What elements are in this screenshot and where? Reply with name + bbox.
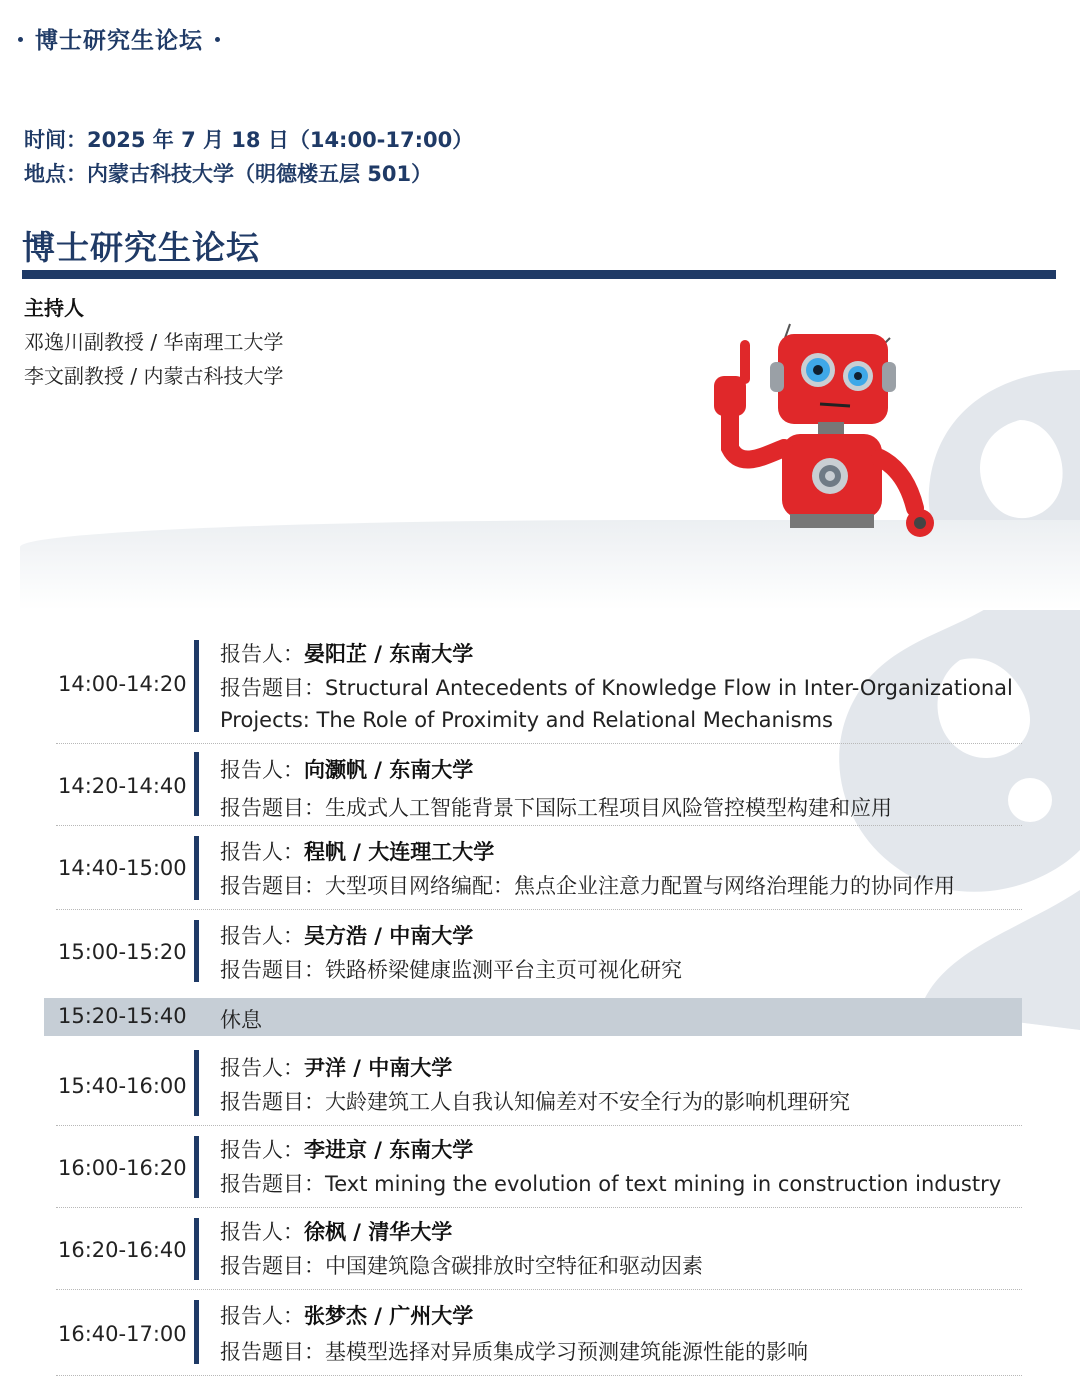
row-accent-bar — [194, 920, 199, 982]
section-title: 博士研究生论坛 — [22, 228, 260, 267]
row-accent-bar — [194, 1300, 199, 1364]
break-label: 休息 — [220, 1008, 262, 1032]
session-time: 16:40-17:00 — [58, 1322, 187, 1346]
bullet-icon — [215, 37, 220, 42]
session-time: 14:20-14:40 — [58, 774, 187, 798]
speaker-line: 报告人：程帆 / 大连理工大学 — [220, 840, 495, 864]
speaker-name: 向灏帆 / 东南大学 — [304, 758, 474, 782]
schedule-row — [44, 1126, 1022, 1208]
topic-line: 报告题目：基模型选择对异质集成学习预测建筑能源性能的影响 — [220, 1340, 808, 1364]
row-separator — [56, 1375, 1022, 1376]
schedule-row — [44, 632, 1022, 744]
row-accent-bar — [194, 1136, 199, 1198]
session-time: 15:00-15:20 — [58, 940, 187, 964]
session-time: 14:00-14:20 — [58, 672, 187, 696]
event-place: 地点：内蒙古科技大学（明德楼五层 501） — [24, 162, 433, 186]
speaker-name: 晏阳芷 / 东南大学 — [304, 642, 474, 666]
break-time: 15:20-15:40 — [58, 1004, 187, 1028]
section-divider — [22, 270, 1056, 279]
topic-line: 报告题目：铁路桥梁健康监测平台主页可视化研究 — [220, 958, 682, 982]
topic-line: 报告题目：Text mining the evolution of text mining in construction industry — [220, 1172, 1002, 1196]
schedule-row — [44, 1046, 1022, 1126]
speaker-line: 报告人：张梦杰 / 广州大学 — [220, 1304, 474, 1328]
schedule-table — [44, 632, 1022, 1376]
speaker-line: 报告人：晏阳芷 / 东南大学 — [220, 642, 474, 666]
topic-line-cont: Projects: The Role of Proximity and Relational Mechanisms — [220, 708, 833, 732]
bullet-icon — [18, 37, 23, 42]
host-item: 李文副教授 / 内蒙古科技大学 — [24, 364, 284, 388]
robot-illustration — [690, 318, 950, 558]
speaker-line: 报告人：向灏帆 / 东南大学 — [220, 758, 474, 782]
topic-line: 报告题目：Structural Antecedents of Knowledge Flow in Inter-Organizational — [220, 676, 1013, 700]
row-accent-bar — [194, 1218, 199, 1280]
speaker-name: 程帆 / 大连理工大学 — [304, 840, 495, 864]
topic-line: 报告题目：大龄建筑工人自我认知偏差对不安全行为的影响机理研究 — [220, 1090, 850, 1114]
speaker-line: 报告人：徐枫 / 清华大学 — [220, 1220, 453, 1244]
event-time: 时间：2025 年 7 月 18 日（14:00-17:00） — [24, 128, 474, 152]
topic-line: 报告题目：生成式人工智能背景下国际工程项目风险管控模型构建和应用 — [220, 796, 892, 820]
host-item: 邓逸川副教授 / 华南理工大学 — [24, 330, 284, 354]
schedule-row — [44, 744, 1022, 826]
schedule-row — [44, 910, 1022, 990]
speaker-name: 李进京 / 东南大学 — [304, 1138, 474, 1162]
speaker-line: 报告人：吴方浩 / 中南大学 — [220, 924, 474, 948]
row-accent-bar — [194, 640, 199, 732]
topic-line: 报告题目：大型项目网络编配：焦点企业注意力配置与网络治理能力的协同作用 — [220, 874, 955, 898]
row-accent-bar — [194, 836, 199, 900]
header-tag: 博士研究生论坛 — [18, 22, 220, 55]
speaker-name: 徐枫 / 清华大学 — [304, 1220, 453, 1244]
session-time: 16:20-16:40 — [58, 1238, 187, 1262]
speaker-name: 吴方浩 / 中南大学 — [304, 924, 474, 948]
row-accent-bar — [194, 752, 199, 816]
schedule-row — [44, 1290, 1022, 1376]
schedule-row — [44, 1208, 1022, 1290]
speaker-name: 尹洋 / 中南大学 — [304, 1056, 453, 1080]
break-row — [44, 998, 1022, 1036]
session-time: 14:40-15:00 — [58, 856, 187, 880]
topic-line: 报告题目：中国建筑隐含碳排放时空特征和驱动因素 — [220, 1254, 703, 1278]
row-accent-bar — [194, 1050, 199, 1116]
schedule-row — [44, 826, 1022, 910]
host-label: 主持人 — [24, 296, 84, 320]
speaker-line: 报告人：尹洋 / 中南大学 — [220, 1056, 453, 1080]
session-time: 15:40-16:00 — [58, 1074, 187, 1098]
session-time: 16:00-16:20 — [58, 1156, 187, 1180]
speaker-line: 报告人：李进京 / 东南大学 — [220, 1138, 474, 1162]
speaker-name: 张梦杰 / 广州大学 — [304, 1304, 474, 1328]
